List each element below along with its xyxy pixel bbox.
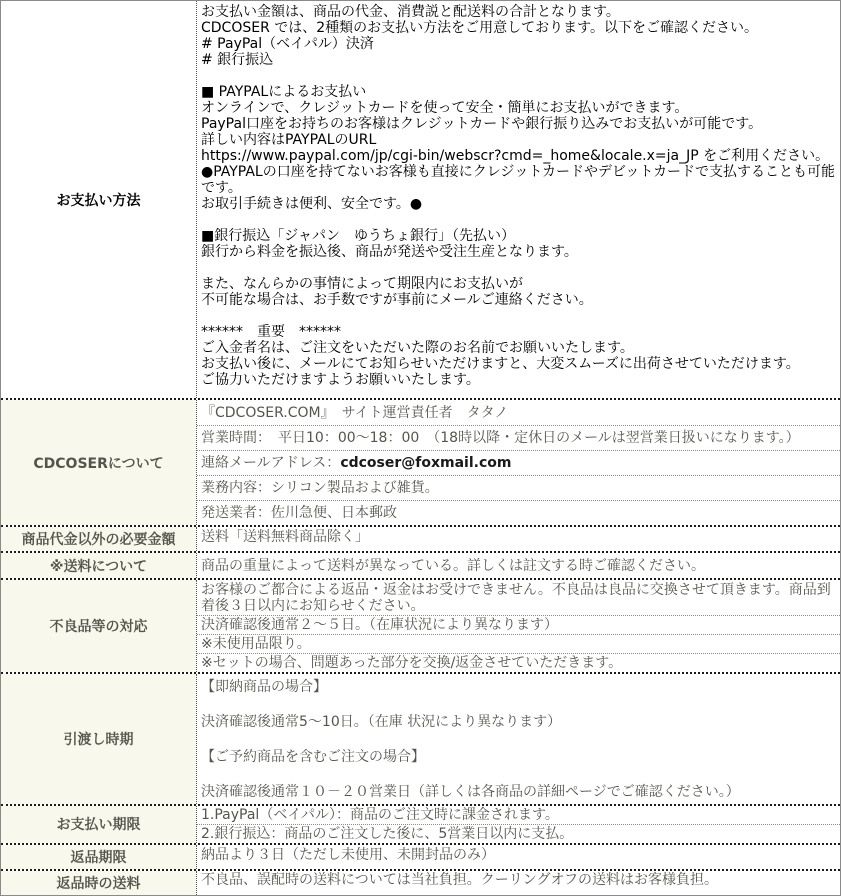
content-subrow: 発送業者：佐川急便、日本郵政 [197, 500, 840, 525]
lines-block [197, 674, 840, 804]
row-content-payment-method [197, 1, 840, 398]
row-header-payment-deadline: お支払い期限 [1, 806, 197, 843]
content-subrow: 送料「送料無料商品除く」 [201, 529, 369, 545]
content-subrow: ※未使用品限り。 [197, 634, 840, 653]
info-row-payment-deadline [1, 804, 840, 843]
row-header-extra-fees: 商品代金以外の必要金額 [1, 527, 197, 551]
row-content-extra-fees [197, 527, 840, 551]
blank-line [201, 212, 836, 228]
row-header-delivery-time: 引渡し時期 [1, 674, 197, 804]
row-header-return-shipping: 返品時の送料 [1, 871, 197, 895]
content-subrow [197, 450, 840, 475]
info-row-delivery-time [1, 672, 840, 804]
content-subrow: 1.PayPal（ベイパル）：商品のご注文時に課金されます。 [201, 806, 559, 823]
content-line: ご入金者名は、ご注文をいただいた際のお名前でお願いいたします。 [201, 340, 634, 356]
content-line: また、なんらかの事情によって期限内にお支払いが [201, 276, 523, 292]
content-subrow: 納品より３日（ただし未使用、未開封品のみ） [201, 846, 495, 863]
info-row-payment-method [1, 1, 840, 398]
content-subrow: 営業時間： 平日10：00～18：00 （18時以降・定休日のメールは翌営業日扱いになります。） [197, 425, 840, 450]
content-subrow: 商品の重量によって送料が異なっている。詳しくは註文する時ご確認ください。 [201, 557, 705, 574]
content-line: 【ご予約商品を含むご注文の場合】 [201, 749, 425, 765]
content-line: お支払い後に、メールにてお知らせいただけますと、大変スムーズに出荷させていただけます。 [201, 356, 800, 372]
info-row-about-cdcoser [1, 398, 840, 525]
content-subrow: 業務内容：シリコン製品および雑貨。 [197, 475, 840, 500]
info-row-about-shipping [1, 551, 840, 578]
content-line: 【即納商品の場合】 [201, 679, 327, 695]
content-line: オンラインで、クレジットカードを使って安全・簡単にお支払いができます。 [201, 100, 689, 116]
blank-line [201, 697, 836, 715]
row-header-payment-method: お支払い方法 [1, 1, 197, 398]
row-content-defective-items [197, 580, 840, 672]
info-row-return-shipping [1, 869, 840, 895]
content-subrow: 不良品、誤配時の送料については当社負担。クーリングオフの送料はお客様負担。 [201, 871, 719, 888]
content-subrow: 2.銀行振込：商品のご注文した後に、5営業日以内に支払。 [197, 824, 840, 843]
content-line: # PayPal（ベイパル）決済 [201, 36, 374, 52]
blank-line [201, 260, 836, 276]
content-line: CDCOSER では、2種類のお支払い方法をご用意しております。以下をご確認ください。 [201, 20, 759, 36]
blank-line [201, 767, 836, 785]
row-header-defective-items: 不良品等の対応 [1, 580, 197, 672]
content-line: ●PAYPALの口座を持てないお客様も直接にクレジットカードやデビットカードで支払することも可能です。 [201, 164, 835, 196]
content-line: 銀行から料金を振込後、商品が発送や受注生産となります。 [201, 244, 578, 260]
content-line: 決済確認後通常１０－２０営業日（詳しくは各商品の詳細ページでご確認ください。） [201, 784, 740, 800]
info-row-extra-fees [1, 525, 840, 551]
content-line: ご協力いただけますようお願いいたします。 [201, 372, 480, 388]
content-line: お支払い金額は、商品の代金、消費説と配送料の合計となります。 [201, 4, 620, 20]
email-label: 連絡メールアドレス： [201, 455, 341, 471]
content-line: ****** 重要 ****** [201, 324, 341, 340]
blank-line [201, 308, 836, 324]
row-content-delivery-time [197, 674, 840, 804]
content-line: # 銀行振込 [201, 52, 274, 68]
row-header-about-shipping: ※送料について [1, 553, 197, 578]
content-line: 決済確認後通常5～10日。（在庫 状況により異なります） [201, 714, 562, 730]
row-content-about-cdcoser [197, 400, 840, 525]
content-line: 不可能な場合は、お手数ですが事前にメールご連絡ください。 [201, 292, 593, 308]
content-line: ■ PAYPALによるお支払い [201, 84, 367, 100]
blank-line [201, 68, 836, 84]
row-content-return-shipping [197, 871, 840, 895]
info-row-return-deadline [1, 843, 840, 869]
row-header-about-cdcoser: CDCOSERについて [1, 400, 197, 525]
content-line: ■銀行振込「ジャパン ゆうちょ銀行」（先払い） [201, 228, 515, 244]
content-subrow: お客様のご都合による返品・返金はお受けできません。不良品は良品に交換させて頂きます。商品到着後３日以内にお知らせください。 [201, 582, 831, 614]
row-content-about-shipping [197, 553, 840, 578]
row-content-payment-deadline [197, 806, 840, 843]
content-subrow: 『CDCOSER.COM』 サイト運営責任者 タタノ [201, 404, 509, 421]
row-header-return-deadline: 返品期限 [1, 845, 197, 869]
content-line: 詳しい内容はPAYPALのURL [201, 132, 377, 148]
content-line: https://www.paypal.com/jp/cgi-bin/webscr?cmd=_home&locale.x=ja_JP をご利用ください。 [201, 148, 830, 164]
blank-line [201, 732, 836, 750]
content-line: お取引手続きは便利、安全です。● [201, 196, 423, 212]
email-address: cdcoser@foxmail.com [340, 455, 512, 471]
lines-block [197, 1, 840, 398]
content-subrow: 決済確認後通常２～５日。（在庫状況により異なります） [197, 615, 840, 634]
row-content-return-deadline [197, 845, 840, 869]
info-row-defective-items [1, 578, 840, 672]
content-line: PayPal口座をお持ちのお客様はクレジットカードや銀行振り込みでお支払いが可能です。 [201, 116, 763, 132]
content-subrow: ※セットの場合、問題あった部分を交換/返金させていただきます。 [197, 653, 840, 672]
